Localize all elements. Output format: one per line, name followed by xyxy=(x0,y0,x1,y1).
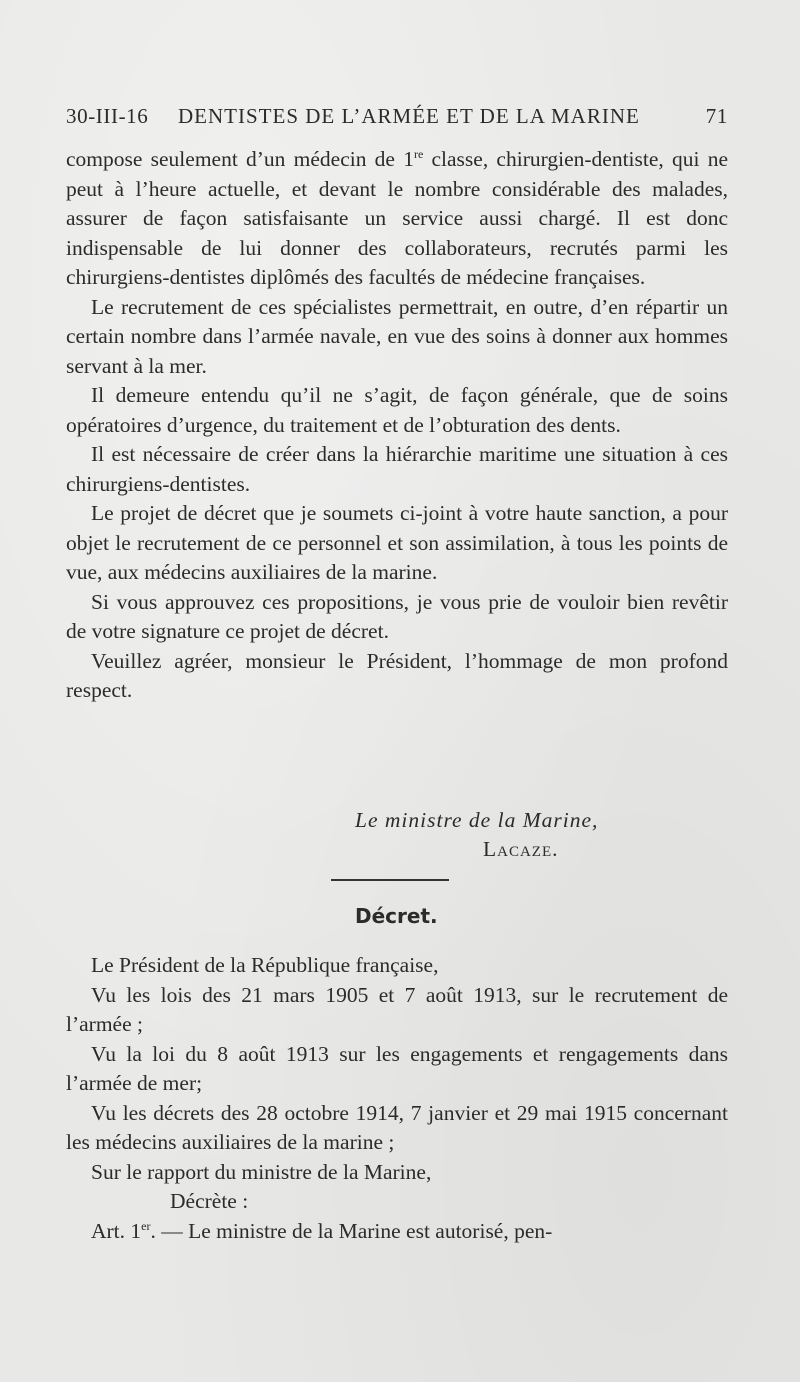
header-date: 30-III-16 xyxy=(66,104,149,128)
decret-heading: Décret. xyxy=(355,904,438,928)
report-body xyxy=(66,145,728,706)
decret-paragraph-3: Vu la loi du 8 août 1913 sur les engagements et rengagements dans l’armée de mer; xyxy=(66,1041,728,1095)
section-divider xyxy=(331,879,449,881)
signature-title: Le ministre de la Marine, xyxy=(355,808,599,832)
report-paragraph-1-text-a: compose seulement d’un médecin de 1 xyxy=(66,147,414,171)
report-paragraph-2: Le recrutement de ces spécialistes permettrait, en outre, d’en répartir un certain nombre dans l’armée navale, en vue des soins à donner aux hommes servant à la mer. xyxy=(66,294,728,378)
signature-name: Lacaze. xyxy=(483,837,559,861)
decret-paragraph-1: Le Président de la République française, xyxy=(91,953,439,977)
report-paragraph-1-text-b: classe, chirurgien-dentiste, qui ne peut à l’heure actuelle, et devant le nombre considérable des malades, assurer de façon satisfaisante un service aussi chargé. Il est donc indispensable de lui donner des collaborateurs, recrutés parmi les chirurgiens-dentistes diplômés des facultés de médecine françaises. xyxy=(66,147,728,289)
article-label: Art. 1 xyxy=(91,1218,142,1243)
report-paragraph-7: Veuillez agréer, monsieur le Président, l’hommage de mon profond respect. xyxy=(66,648,728,702)
report-paragraph-3: Il demeure entendu qu’il ne s’agit, de façon générale, que de soins opératoires d’urgence, du traitement et de l’obturation des dents. xyxy=(66,383,728,437)
report-paragraph-4: Il est nécessaire de créer dans la hiérarchie maritime une situation à ces chirurgiens-dentistes. xyxy=(66,442,728,496)
decret-body xyxy=(66,951,728,1246)
ordinal-superscript: re xyxy=(413,146,424,161)
report-paragraph-6: Si vous approuvez ces propositions, je vous prie de vouloir bien revêtir de votre signature ce projet de décret. xyxy=(66,589,728,643)
decret-decrete: Décrète : xyxy=(170,1189,249,1213)
running-header xyxy=(66,104,728,136)
decret-paragraph-4: Vu les décrets des 28 octobre 1914, 7 janvier et 29 mai 1915 concernant les médecins auxiliaires de la marine ; xyxy=(66,1100,728,1154)
report-paragraph-5: Le projet de décret que je soumets ci-joint à votre haute sanction, a pour objet le recrutement de ce personnel et son assimilation, à tous les points de vue, aux médecins auxiliaires de la marine. xyxy=(66,501,728,584)
report-paragraph-1 xyxy=(66,145,728,293)
decret-paragraph-5: Sur le rapport du ministre de la Marine, xyxy=(91,1159,432,1184)
header-title: DENTISTES DE L’ARMÉE ET DE LA MARINE xyxy=(178,104,640,128)
article-text: . — Le ministre de la Marine est autorisé, pen- xyxy=(150,1218,553,1243)
decret-article-1 xyxy=(66,1217,728,1247)
decret-paragraph-2: Vu les lois des 21 mars 1905 et 7 août 1913, sur le recrutement de l’armée ; xyxy=(66,982,728,1036)
ordinal-superscript: er xyxy=(141,1218,151,1233)
page-number: 71 xyxy=(705,104,728,128)
